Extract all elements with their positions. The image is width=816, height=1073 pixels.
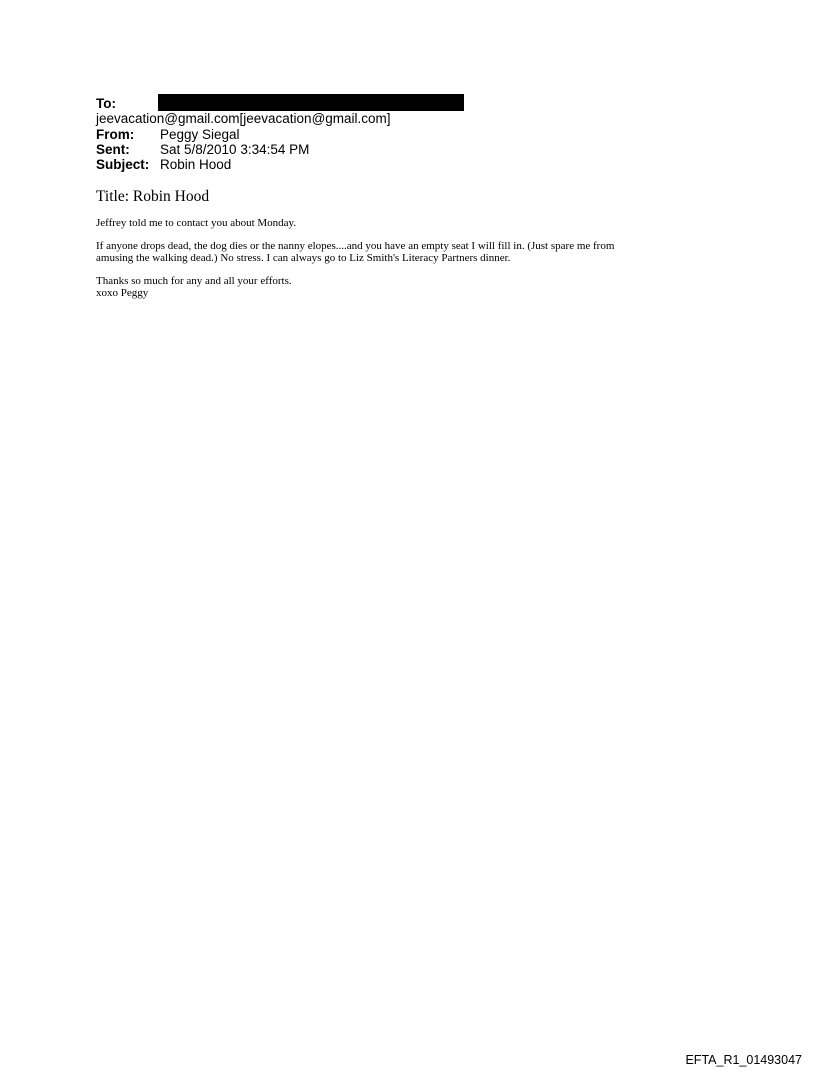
subject-value: Robin Hood [160, 157, 232, 172]
closing [96, 275, 736, 299]
subject-row [96, 157, 736, 172]
subject-label: Subject: [96, 157, 150, 172]
body-title: Title: Robin Hood [96, 188, 210, 205]
sent-value: Sat 5/8/2010 3:34:54 PM [160, 142, 310, 157]
closing-line-1: Thanks so much for any and all your efforts. [96, 275, 292, 287]
paragraph-2 [96, 240, 736, 264]
from-value: Peggy Siegal [160, 127, 240, 142]
email-body [96, 188, 736, 310]
from-label: From: [96, 127, 135, 142]
paragraph-2-line-1: If anyone drops dead, the dog dies or the nanny elopes....and you have an empty seat I will fill in. (Just spare me from [96, 240, 615, 252]
to-address: jeevacation@gmail.com[jeevacation@gmail.com] [96, 111, 391, 126]
closing-signature: xoxo Peggy [96, 287, 149, 299]
to-label: To: [96, 96, 116, 111]
from-row [96, 127, 736, 142]
redaction-bar [158, 94, 464, 111]
sent-label: Sent: [96, 142, 130, 157]
sent-row [96, 142, 736, 157]
paragraph-2-line-2: amusing the walking dead.) No stress. I can always go to Liz Smith's Literacy Partners dinner. [96, 252, 511, 264]
paragraph-1: Jeffrey told me to contact you about Monday. [96, 217, 297, 229]
document-id: EFTA_R1_01493047 [685, 1053, 802, 1067]
to-row [96, 96, 736, 111]
email-header [96, 96, 736, 172]
